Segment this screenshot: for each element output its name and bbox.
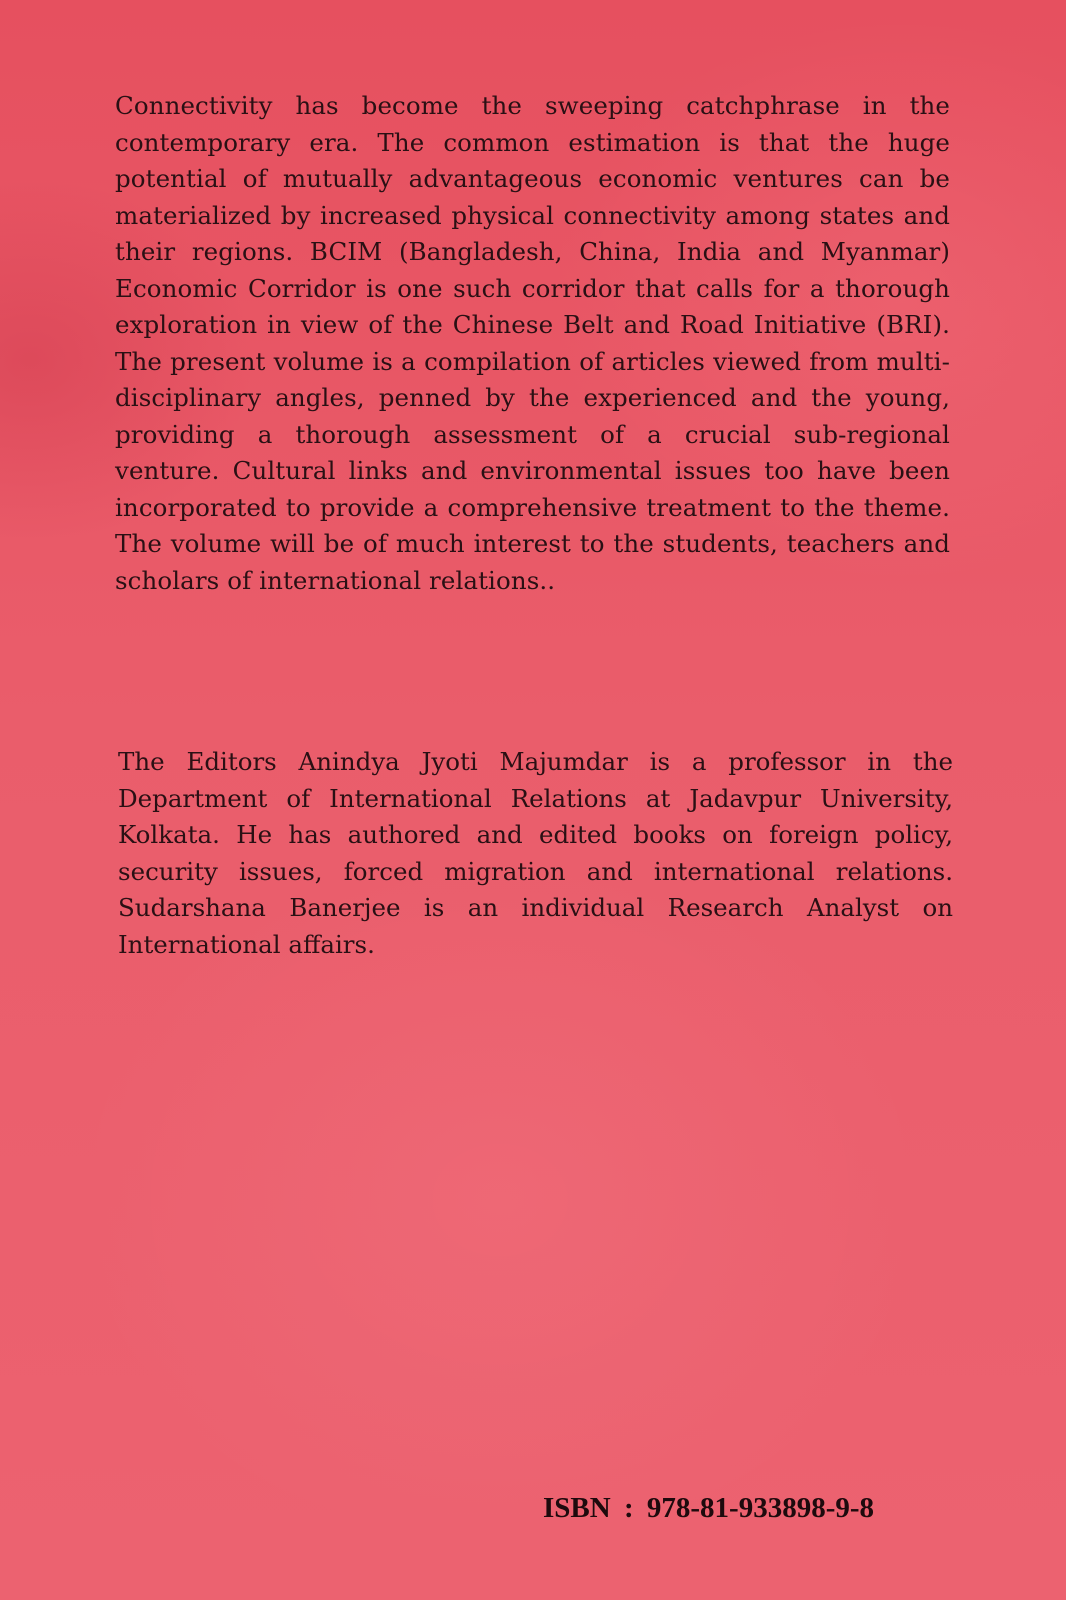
isbn-label: ISBN [543,1492,611,1524]
book-blurb: Connectivity has become the sweeping catchphrase in the contemporary era. The common estimation is that the huge potential of mutually advantageous economic ventures can be materialized by increased physical connectivity among states and their regions. BCIM (Bangladesh, China, India and Myanmar) Economic Corridor is one such corridor that calls for a thorough exploration in view of the Chinese Belt and Road Initiative (BRI). The present volume is a compilation of articles viewed from multi-disciplinary angles, penned by the experienced and the young, providing a thorough assessment of a crucial sub-regional venture. Cultural links and environmental issues too have been incorporated to provide a comprehensive treatment to the theme. The volume will be of much interest to the students, teachers and scholars of international relations.. [115,91,950,595]
editors-bio: The Editors Anindya Jyoti Majumdar is a professor in the Department of International Relations at Jadavpur University, Kolkata. He has authored and edited books on foreign policy, security issues, forced migration and international relations. Sudarshana Banerjee is an individual Research Analyst on International affairs. [118,747,953,959]
isbn-number: 978-81-933898-9-8 [646,1492,875,1524]
isbn-line [543,1490,963,1526]
isbn-separator: : [623,1492,634,1524]
